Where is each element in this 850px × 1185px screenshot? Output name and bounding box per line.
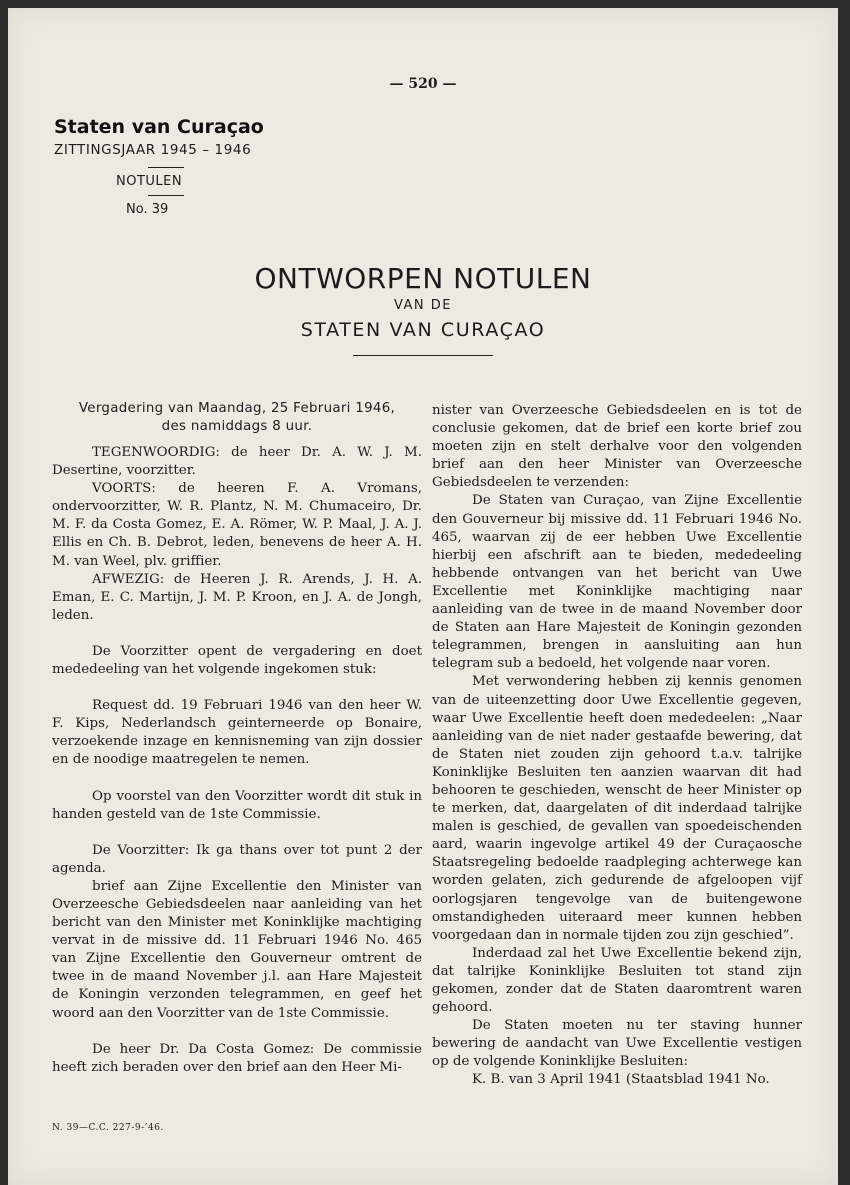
paragraph-also-present: VOORTS: de heeren F. A. Vromans, ondervoorzitter, W. R. Plantz, N. M. Chumaceiro, Dr. M. F. da Costa Gomez, E. A. Römer, W. P. Maal, J. A. J. Ellis en Ch. B. Debrot, leden, benevens de heer A. H. M. van Weel, plv. griffier. — [52, 481, 422, 569]
paragraph-referral: Op voorstel van den Voorzitter wordt dit stuk in handen gesteld van de 1ste Commissie. — [52, 788, 422, 822]
paragraph-continued: nister van Overzeesche Gebiedsdeelen en is tot de conclusie gekomen, dat de brief een korte brief zou moeten zijn en stelt derhalve voor den volgenden brief aan den heer Minister van Overzeesche Gebiedsdeelen te verzenden: — [432, 403, 802, 491]
masthead-divider — [148, 167, 184, 168]
masthead — [54, 116, 274, 217]
paragraph-present: TEGENWOORDIG: de heer Dr. A. W. J. M. Desertine, voorzitter. — [52, 445, 422, 479]
document-page — [8, 8, 838, 1185]
heading-org: STATEN VAN CURAÇAO — [300, 319, 546, 341]
masthead-title: Staten van Curaçao — [54, 116, 264, 138]
paragraph-astonishment: Met verwondering hebben zij kennis genomen van de uiteenzetting door Uwe Excellentie gegeven, waar Uwe Excellentie heeft doen mededeelen: „Naar aanleiding van de niet nader gestaafde bewering, dat de Staten niet zouden zijn gehoord t.a.v. talrijke Koninklijke Besluiten ten aanzien waarvan dit had behooren te geschieden, wenscht de heer Minister op te merken, dat, daargelaten of dit inderdaad talrijke malen is geschied, de gevallen van spoedeischenden aard, waarin ingevolge artikel 49 der Curaçaosche Staatsregeling bedoelde raadpleging achterwege kan worden gelaten, zich gedurende de afgeloopen vijf oorlogsjaren tengevolge van de buitengewone omstandigheden uiteraard meer kunnen hebben voorgedaan dan in normale tijden zou zijn geschied”. — [432, 674, 802, 943]
meeting-date: Vergadering van Maandag, 25 Februari 1946, — [78, 401, 396, 416]
meeting-time: des namiddags 8 uur. — [161, 419, 313, 434]
right-column — [432, 402, 802, 1090]
paragraph-opening: De Voorzitter opent de vergadering en doet mededeeling van het volgende ingekomen stuk: — [52, 643, 422, 678]
heading-main: ONTWORPEN NOTULEN — [254, 262, 592, 295]
paragraph-royal-decrees: Inderdaad zal het Uwe Excellentie bekend zijn, dat talrijke Koninklijke Besluiten tot stand zijn gekomen, zonder dat de Staten daaromtrent waren gehoord. — [432, 945, 802, 1016]
paragraph-kb-list: K. B. van 3 April 1941 (Staatsblad 1941 No. — [472, 1072, 770, 1088]
print-footer: N. 39—C.C. 227-9-’46. — [52, 1123, 164, 1133]
paragraph-letter-body: De Staten van Curaçao, van Zijne Excellentie den Gouverneur bij missive dd. 11 Februari 1946 No. 465, waarvan zij de eer hebben Uwe Excellentie hierbij een afschrift aan te bieden, mededeeling hebbende ontvangen van het bericht van Uwe Excellentie met Koninklijke machtiging naar aanleiding van de twee in de maand November door de Staten aan Hare Majesteit de Koningin gezonden telegrammen, brengen in aansluiting aan hun telegram sub a bedoeld, het volgende naar voren. — [432, 493, 802, 672]
paragraph-absent: AFWEZIG: de Heeren J. R. Arends, J. H. A. Eman, E. C. Martijn, J. M. P. Kroon, en J. A. de Jongh, leden. — [52, 571, 422, 623]
heading-divider — [353, 355, 493, 356]
masthead-session: ZITTINGSJAAR 1945 – 1946 — [54, 142, 252, 158]
masthead-number: No. 39 — [126, 202, 169, 217]
masthead-notulen: NOTULEN — [116, 174, 183, 189]
document-heading — [8, 262, 838, 356]
masthead-divider-2 — [148, 195, 184, 196]
paragraph-request: Request dd. 19 Februari 1946 van den heer W. F. Kips, Nederlandsch geinterneerde op Bonaire, verzoekende inzage en kennisneming van zijn dossier en de noodige maatregelen te nemen. — [52, 698, 422, 768]
page-number: — 520 — — [389, 76, 457, 92]
meeting-info — [52, 400, 422, 436]
paragraph-agenda: De Voorzitter: Ik ga thans over tot punt 2 der agenda. — [52, 842, 422, 876]
paragraph-attention: De Staten moeten nu ter staving hunner bewering de aandacht van Uwe Excellentie vestigen op de volgende Koninklijke Besluiten: — [432, 1018, 802, 1070]
left-column — [52, 400, 422, 1077]
heading-sub: VAN DE — [393, 298, 453, 313]
paragraph-speaker: De heer Dr. Da Costa Gomez: De commissie heeft zich beraden over den brief aan den Heer Mi- — [52, 1041, 422, 1075]
paragraph-letter: brief aan Zijne Excellentie den Minister van Overzeesche Gebiedsdeelen naar aanleiding van het bericht van den Minister met Koninklijke machtiging vervat in de missive dd. 11 Februari 1946 No. 465 van Zijne Excellentie den Gouverneur omtrent de twee in de maand November j.l. aan Hare Majesteit de Koningin verzonden telegrammen, en geef het woord aan den Voorzitter van de 1ste Commissie. — [52, 878, 422, 1021]
